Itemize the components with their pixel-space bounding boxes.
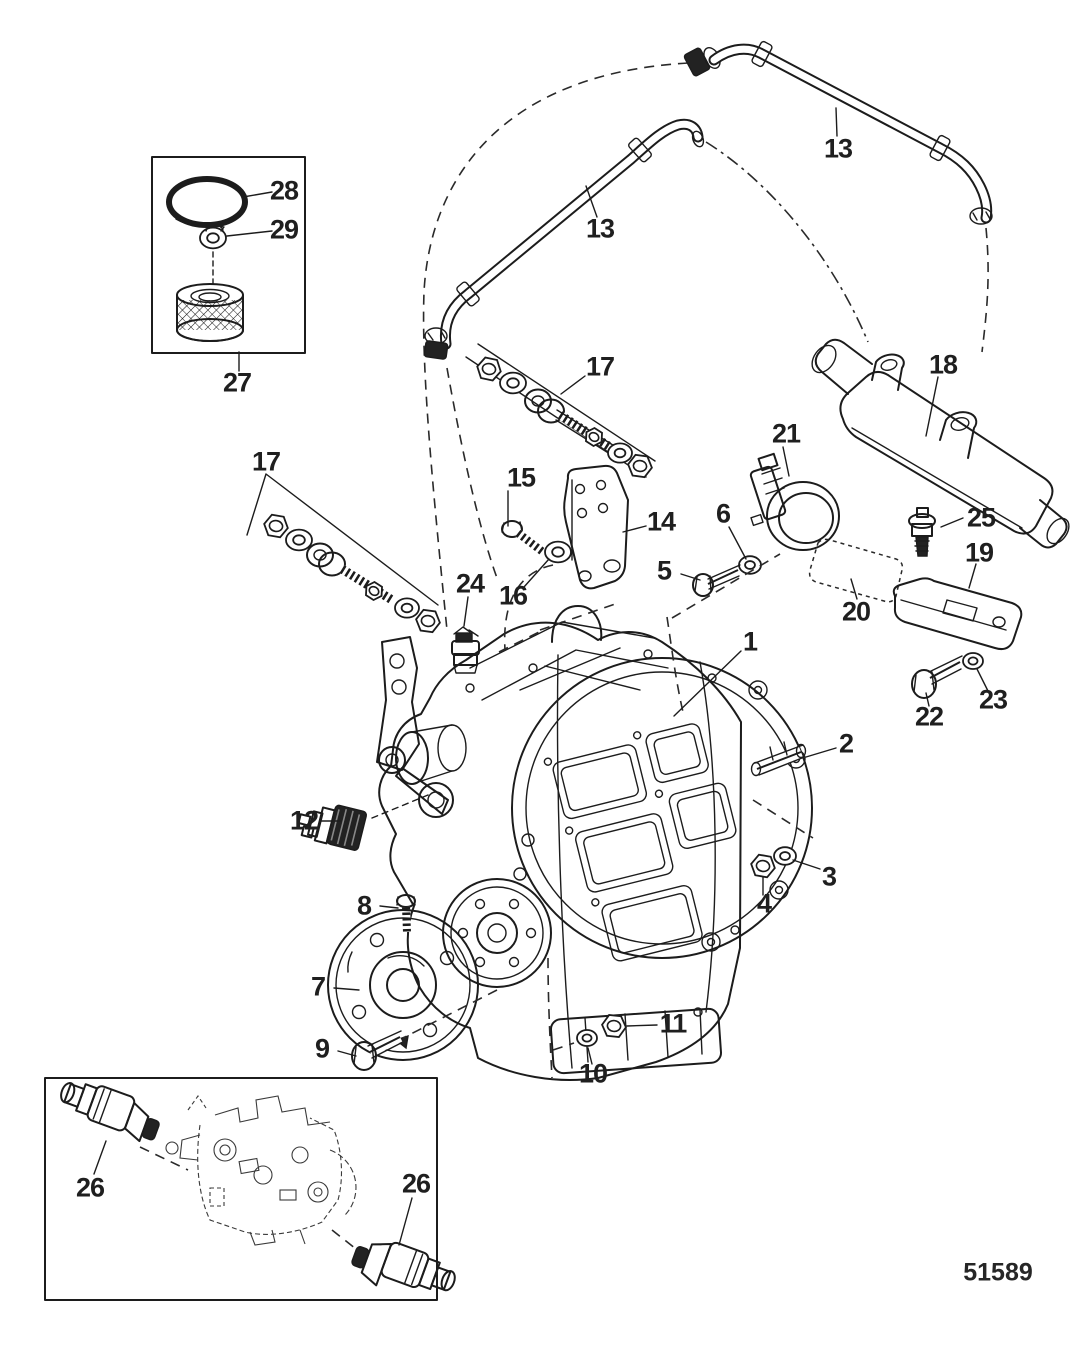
- callout-5: 5: [656, 555, 672, 586]
- callout-23: 23: [978, 684, 1008, 715]
- bracket-plate-19: [894, 578, 1022, 649]
- callout-17-center: 17: [585, 351, 615, 382]
- front-flange: [443, 879, 551, 987]
- engine-senders-inset: [45, 1074, 460, 1310]
- filter-element-27: [177, 284, 243, 341]
- callout-16: 16: [498, 580, 528, 611]
- transmission-housing-1: [377, 606, 812, 1080]
- callout-26-left: 26: [75, 1172, 105, 1203]
- callout-4: 4: [756, 888, 772, 919]
- hose-clamp-21: [750, 454, 839, 550]
- bolt-9: [352, 1031, 401, 1070]
- callout-18: 18: [928, 349, 958, 380]
- assembly-reference-dashes-back: [424, 63, 989, 630]
- callout-26-right: 26: [401, 1168, 431, 1199]
- stud-2: [752, 742, 806, 776]
- stud-kit-center-17: [466, 344, 655, 478]
- callout-6: 6: [715, 498, 731, 529]
- washer-3: [774, 847, 796, 865]
- oil-hose-right-13: [683, 41, 992, 224]
- bolt-22: [912, 656, 962, 698]
- callout-27: 27: [222, 367, 252, 398]
- callout-21: 21: [771, 418, 801, 449]
- retainer-29: [200, 225, 226, 248]
- nut-11: [601, 1014, 627, 1037]
- callout-20: 20: [841, 596, 871, 627]
- callout-12: 12: [289, 805, 319, 836]
- sender-26-right: [347, 1231, 460, 1310]
- callout-15: 15: [506, 462, 536, 493]
- callout-25: 25: [966, 502, 996, 533]
- callout-24: 24: [455, 568, 485, 599]
- o-ring-28: [169, 179, 245, 225]
- callout-13-left: 13: [585, 213, 615, 244]
- callout-9: 9: [314, 1033, 330, 1064]
- callout-1: 1: [742, 626, 758, 657]
- oil-hose-left-13: [424, 124, 705, 359]
- callout-19: 19: [964, 537, 994, 568]
- shift-lever: [377, 637, 448, 814]
- bracket-14: [564, 466, 628, 588]
- callout-leader-lines: [94, 108, 988, 1245]
- callout-8: 8: [356, 890, 372, 921]
- drawing-number: 51589: [963, 1258, 1033, 1287]
- callout-10: 10: [578, 1058, 608, 1089]
- washer-10: [577, 1030, 597, 1046]
- callout-28: 28: [269, 175, 299, 206]
- callout-11: 11: [659, 1008, 687, 1039]
- callout-29: 29: [269, 214, 299, 245]
- callout-2: 2: [838, 728, 854, 759]
- callout-17-left: 17: [251, 446, 281, 477]
- callout-3: 3: [821, 861, 837, 892]
- sender-26-left: [55, 1074, 165, 1146]
- callout-22: 22: [914, 701, 944, 732]
- nut-4: [749, 854, 776, 879]
- gasket-20: [810, 539, 903, 601]
- callout-7: 7: [310, 971, 326, 1002]
- engine-sketch: [166, 1096, 356, 1245]
- washer-23: [963, 653, 983, 669]
- callout-14: 14: [646, 506, 676, 537]
- fitting-25: [909, 508, 935, 556]
- callout-13-right: 13: [823, 133, 853, 164]
- stud-kit-left-17: [247, 474, 441, 633]
